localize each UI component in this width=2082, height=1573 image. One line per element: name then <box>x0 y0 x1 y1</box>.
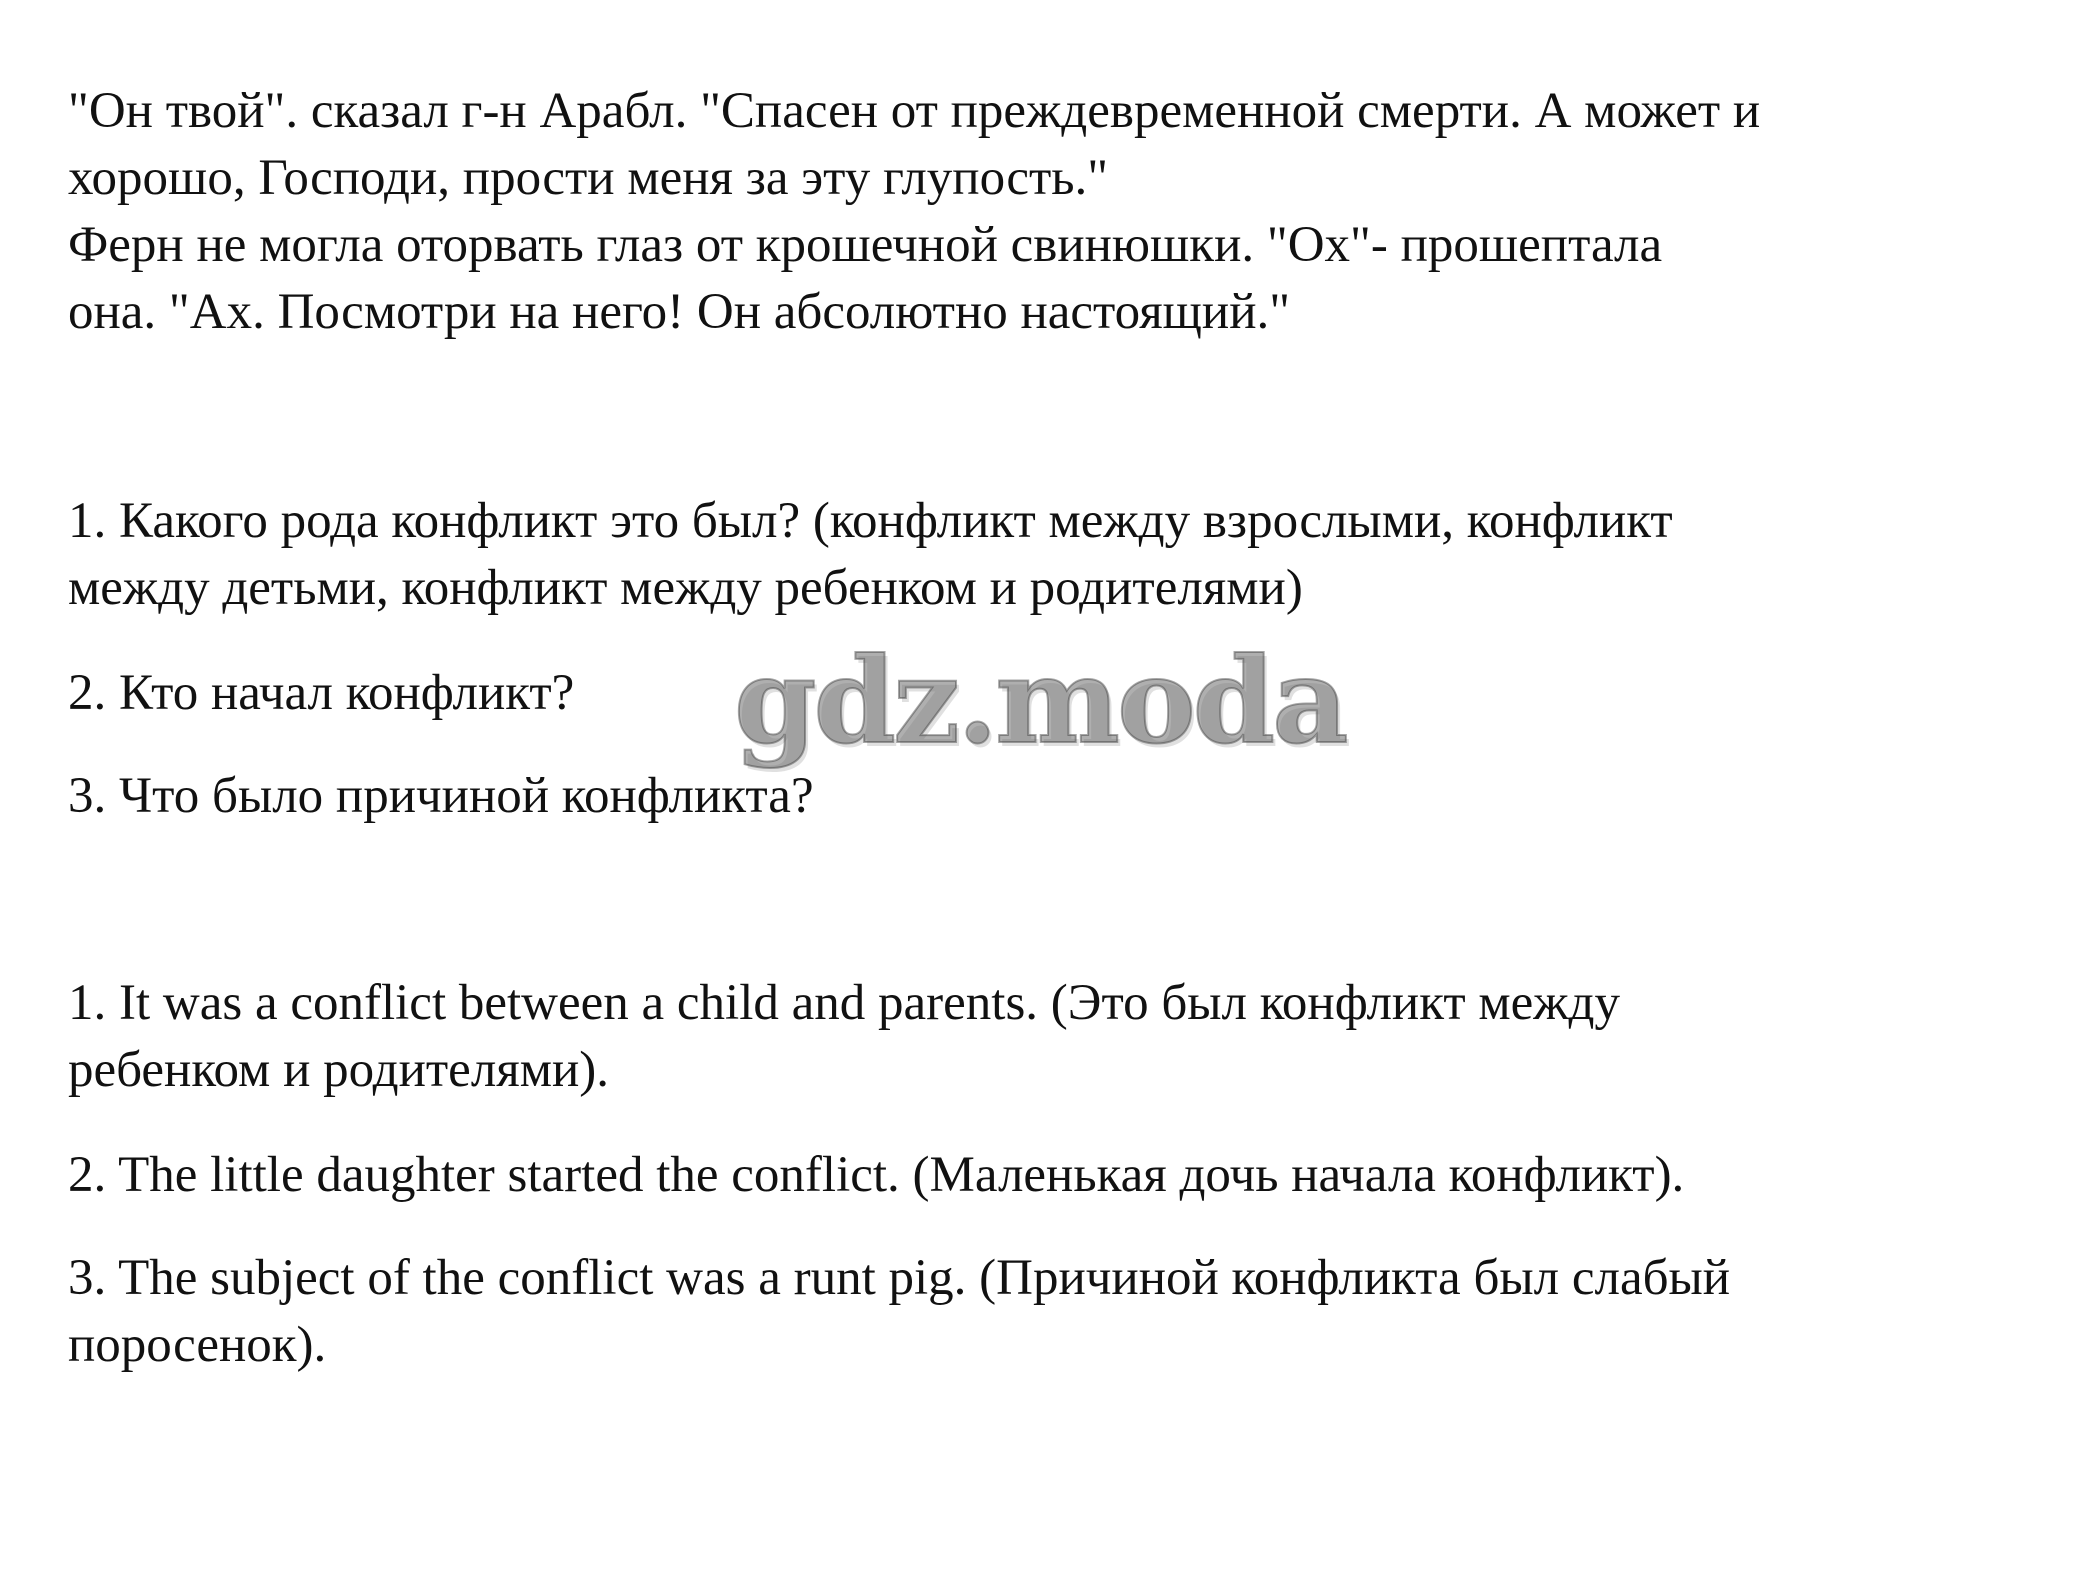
story-line: она. "Ах. Посмотри на него! Он абсолютно настоящий." <box>68 284 1291 340</box>
story-line: Ферн не могла оторвать глаз от крошечной свинюшки. "Ох"- прошептала <box>68 217 1663 273</box>
question-1-line: 1. Какого рода конфликт это был? (конфликт между взрослыми, конфликт <box>68 493 1673 549</box>
answer-1 <box>68 970 2048 1104</box>
story-excerpt <box>68 78 2048 346</box>
answer-3-line: 3. The subject of the conflict was a runt pig. (Причиной конфликта был слабый <box>68 1250 1731 1306</box>
question-1 <box>68 488 2048 622</box>
answer-2 <box>68 1142 2048 1209</box>
answer-1-line: ребенком и родителями). <box>68 1042 610 1098</box>
story-line: "Он твой". сказал г-н Арабл. "Спасен от преждевременной смерти. А может и <box>68 83 1761 139</box>
answer-1-line: 1. It was a conflict between a child and parents. (Это был конфликт между <box>68 975 1620 1031</box>
story-line: хорошо, Господи, прости меня за эту глупость." <box>68 150 1109 206</box>
question-3-line: 3. Что было причиной конфликта? <box>68 768 814 824</box>
question-1-line: между детьми, конфликт между ребенком и родителями) <box>68 560 1303 616</box>
watermark-logo: gdz.moda <box>734 631 1346 770</box>
answer-2-line: 2. The little daughter started the conflict. (Маленькая дочь начала конфликт). <box>68 1147 1685 1203</box>
question-2-line: 2. Кто начал конфликт? <box>68 665 575 721</box>
answer-3 <box>68 1245 2048 1379</box>
question-3 <box>68 763 2048 830</box>
answer-3-line: поросенок). <box>68 1317 327 1373</box>
